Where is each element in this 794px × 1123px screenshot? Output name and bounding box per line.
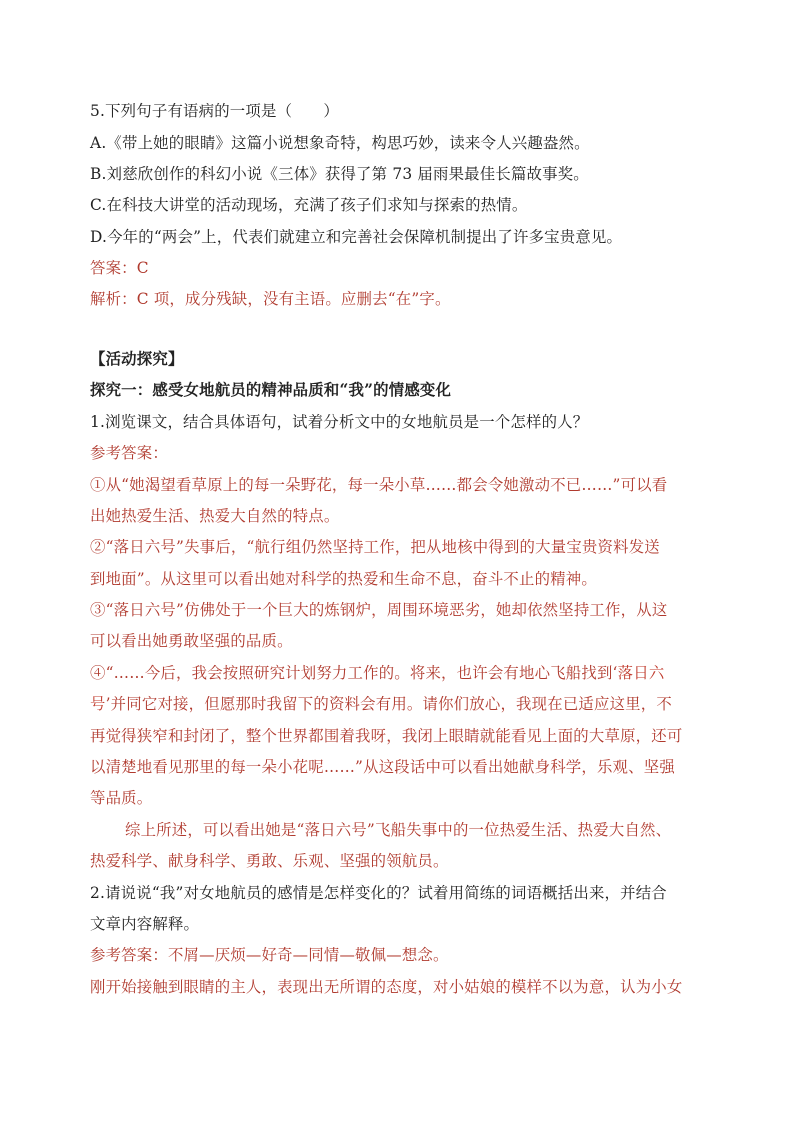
- point-1-line-1: ①从“她渴望看草原上的每一朵野花，每一朵小草……都会令她激动不已……”可以看: [90, 476, 668, 494]
- point-1-line-2: 出她热爱生活、热爱大自然的特点。: [90, 507, 340, 525]
- question-2-line-1: 2.请说说“我”对女地航员的感情是怎样变化的？试着用简练的词语概括出来，并结合: [90, 884, 667, 902]
- point-4-quote-a: 落日六: [617, 664, 665, 682]
- point-4-line-2: [90, 694, 672, 714]
- answer-2-text: 刚开始接触到眼睛的主人，表现出无所谓的态度，对小姑娘的模样不以为意，认为小女: [90, 978, 683, 996]
- option-c: C.在科技大讲堂的活动现场，充满了孩子们求知与探索的热情。: [90, 196, 528, 214]
- point-2-text-b: 。从这里可以看出她对科学的热爱和生命不息，奋斗不止的精神。: [144, 570, 597, 588]
- point-4-quote-b: 号: [90, 695, 106, 713]
- summary-line-2: 热爱科学、献身科学、勇敢、乐观、坚强的领航员。: [90, 852, 449, 870]
- point-4-line-1: [90, 663, 664, 683]
- question-5-stem: 5.下列句子有语病的一项是（ ）: [90, 102, 339, 120]
- answer-5: 答案：C: [90, 259, 149, 277]
- point-3-quote: ③“落日六号”: [90, 601, 185, 619]
- point-4-line-3: 再觉得狭窄和封闭了，整个世界都围着我呀，我闭上眼睛就能看见上面的大草原，还可: [90, 727, 683, 745]
- point-2-text-a: “航行组仍然坚持工作，把从地核中得到的大量宝贵资料发送: [246, 538, 660, 556]
- point-4-line-5: 等品质。: [90, 789, 153, 807]
- question-1: 1.浏览课文，结合具体语句，试着分析文中的女地航员是一个怎样的人？: [90, 413, 589, 431]
- reference-answer-label: 参考答案：: [90, 444, 168, 462]
- point-4-text-b: ’并同它对接，但愿那时我留下的资料会有用。请你们放心，我现在已适应这里，不: [105, 695, 672, 713]
- option-b: B.刘慈欣创作的科幻小说《三体》获得了第 73 届雨果最佳长篇故事奖。: [90, 165, 589, 183]
- option-d: D.今年的“两会”上，代表们就建立和完善社会保障机制提出了许多宝贵意见。: [90, 228, 623, 246]
- point-3-line-1: [90, 600, 667, 620]
- analysis-5: 解析：C 项，成分残缺，没有主语。应删去“在”字。: [90, 290, 451, 308]
- point-4-line-4: 以清楚地看见那里的每一朵小花呢……”从这段话中可以看出她献身科学，乐观、坚强: [90, 758, 675, 776]
- point-3-line-2: 可以看出她勇敢坚强的品质。: [90, 632, 293, 650]
- explore-1-title: 探究一：感受女地航员的精神品质和“我”的情感变化: [90, 381, 452, 399]
- point-4-text-a: ④“……今后，我会按照研究计划努力工作的。将来，也许会有地心飞船找到‘: [90, 664, 618, 682]
- activity-heading: 【活动探究】: [90, 350, 184, 368]
- option-a: A.《带上她的眼睛》这篇小说想象奇特，构思巧妙，读来令人兴趣盎然。: [90, 134, 590, 152]
- point-2-line-1: [90, 537, 660, 557]
- summary-line-1: 综上所述，可以看出她是“落日六号”飞船失事中的一位热爱生活、热爱大自然、: [125, 821, 672, 839]
- question-2-line-2: 文章内容解释。: [90, 915, 200, 933]
- point-2-quote-a: ②“落日六号”失事后，: [90, 538, 247, 556]
- point-3-text: 仿佛处于一个巨大的炼钢炉，周围环境恶劣，她却依然坚持工作，从这: [184, 601, 668, 619]
- reference-answer-2: 参考答案：不屑—厌烦—好奇—同情—敬佩—想念。: [90, 946, 449, 964]
- point-2-quote-b: 到地面”: [90, 570, 145, 588]
- point-2-line-2: [90, 569, 597, 589]
